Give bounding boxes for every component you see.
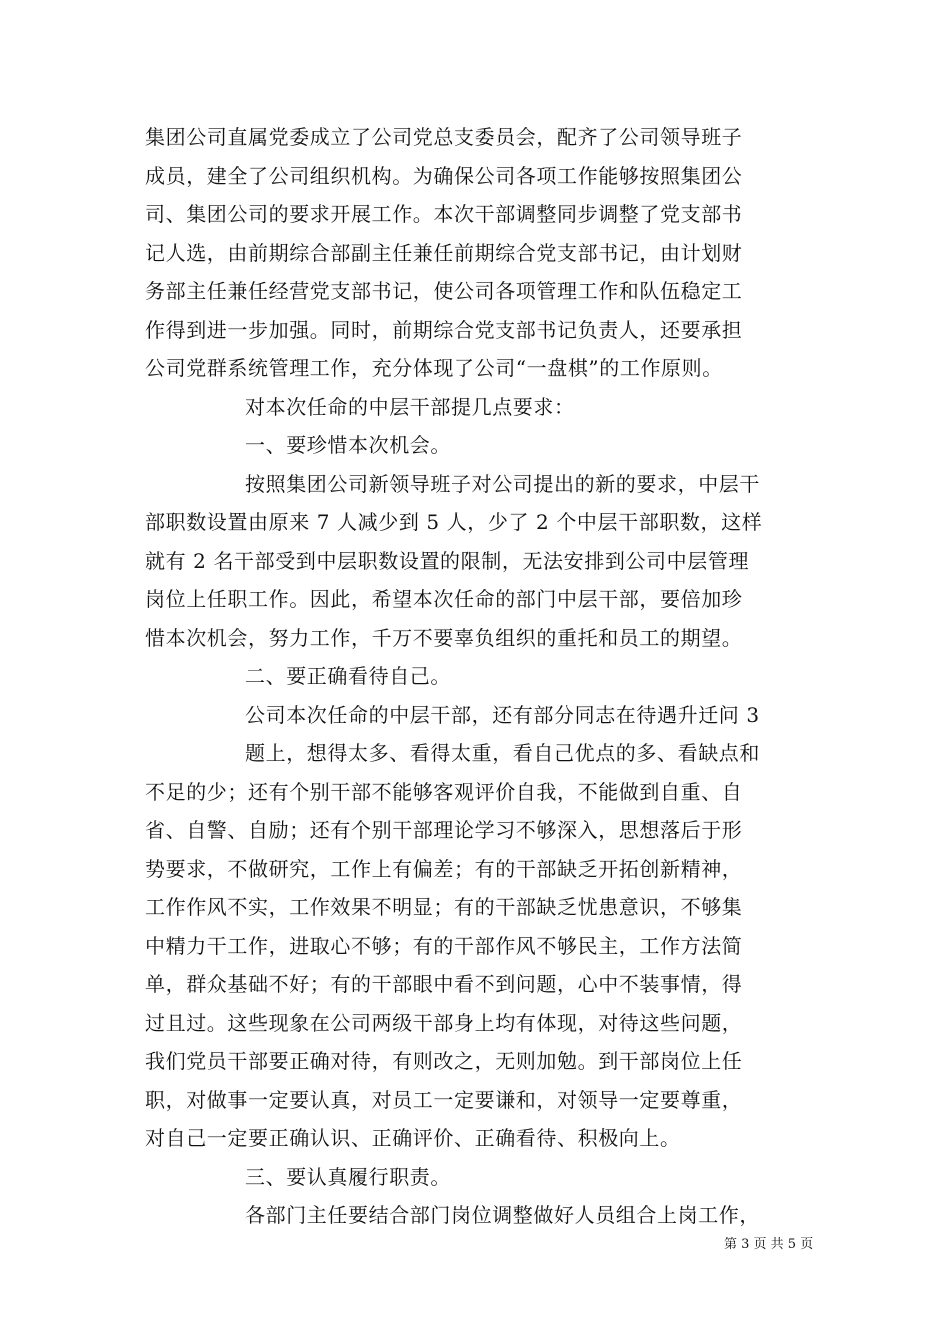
section-heading: 一、要珍惜本次机会。 (245, 433, 451, 457)
body-line: 就有 2 名干部受到中层职数设置的限制，无法安排到公司中层管理 (145, 549, 750, 573)
body-line: 惜本次机会，努力工作，千万不要辜负组织的重托和员工的期望。 (145, 626, 743, 650)
body-line: 中精力干工作，进取心不够；有的干部作风不够民主，工作方法简 (145, 934, 743, 958)
body-line: 工作作风不实，工作效果不明显；有的干部缺乏忧患意识，不够集 (145, 895, 743, 919)
body-line: 公司本次任命的中层干部，还有部分同志在待遇升迁问 3 (245, 703, 760, 727)
body-line: 司、集团公司的要求开展工作。本次干部调整同步调整了党支部书 (145, 202, 743, 226)
body-line: 不足的少；还有个别干部不能够客观评价自我，不能做到自重、自 (145, 780, 743, 804)
body-line: 成员，建全了公司组织机构。为确保公司各项工作能够按照集团公 (145, 164, 743, 188)
body-line: 部职数设置由原来 7 人减少到 5 人，少了 2 个中层干部职数，这样 (145, 510, 763, 534)
body-line: 务部主任兼任经营党支部书记，使公司各项管理工作和队伍稳定工 (145, 279, 743, 303)
body-line: 对本次任命的中层干部提几点要求： (245, 395, 575, 419)
body-line: 岗位上任职工作。因此，希望本次任命的部门中层干部，要倍加珍 (145, 587, 743, 611)
body-line: 题上，想得太多、看得太重，看自己优点的多、看缺点和 (245, 741, 760, 765)
body-line: 职，对做事一定要认真，对员工一定要谦和，对领导一定要尊重， (145, 1088, 743, 1112)
body-line: 我们党员干部要正确对待，有则改之，无则加勉。到干部岗位上任 (145, 1049, 743, 1073)
body-line: 过且过。这些现象在公司两级干部身上均有体现，对待这些问题， (145, 1011, 743, 1035)
body-line: 对自己一定要正确认识、正确评价、正确看待、积极向上。 (145, 1126, 681, 1150)
body-line: 按照集团公司新领导班子对公司提出的新的要求，中层干 (245, 472, 760, 496)
body-line: 公司党群系统管理工作，充分体现了公司“一盘棋”的工作原则。 (145, 356, 723, 380)
body-line: 单，群众基础不好；有的干部眼中看不到问题，心中不装事情，得 (145, 972, 743, 996)
section-heading: 三、要认真履行职责。 (245, 1165, 451, 1189)
page-number-footer: 第 3 页 共 5 页 (724, 1237, 814, 1252)
body-line: 势要求，不做研究，工作上有偏差；有的干部缺乏开拓创新精神， (145, 857, 743, 881)
section-heading: 二、要正确看待自己。 (245, 664, 451, 688)
body-line: 省、自警、自励；还有个别干部理论学习不够深入，思想落后于形 (145, 818, 743, 842)
body-line: 各部门主任要结合部门岗位调整做好人员组合上岗工作， (245, 1203, 760, 1227)
body-line: 记人选，由前期综合部副主任兼任前期综合党支部书记，由计划财 (145, 241, 743, 265)
body-line: 集团公司直属党委成立了公司党总支委员会，配齐了公司领导班子 (145, 125, 743, 149)
body-line: 作得到进一步加强。同时，前期综合党支部书记负责人，还要承担 (145, 318, 743, 342)
